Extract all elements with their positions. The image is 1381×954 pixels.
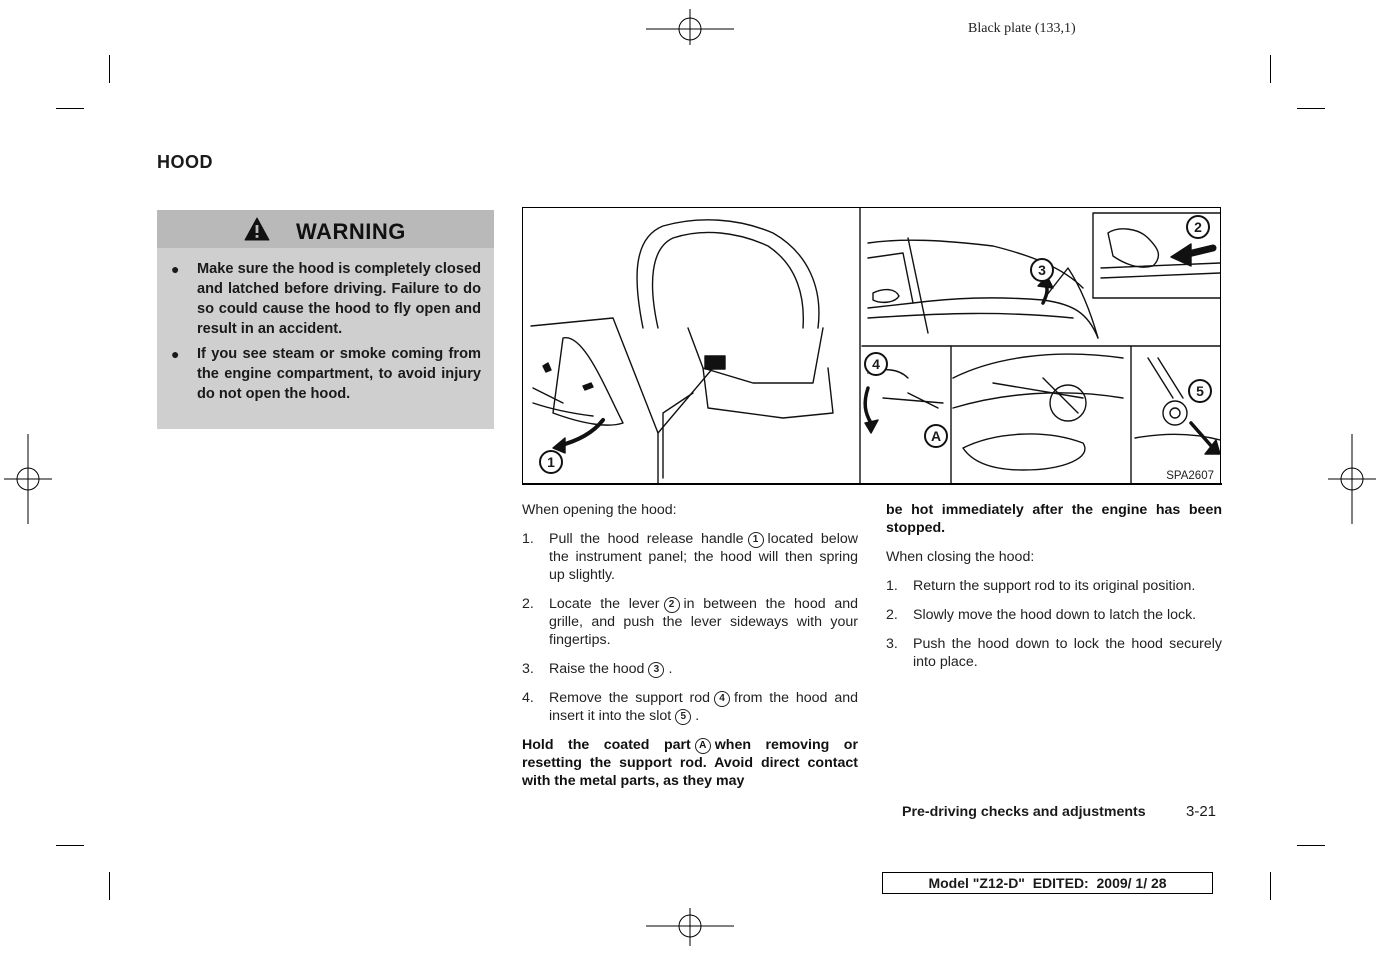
registration-mark-left [4, 434, 52, 524]
ref-badge: 3 [648, 662, 664, 678]
registration-mark-bottom [646, 908, 734, 948]
list-item: 1. Pull the hood release handle 1 located below the instrument panel; the hood will then spring up slightly. [522, 531, 858, 583]
caution-text: Hold the coated part A when removing or resetting the support rod. Avoid direct contact with the metal parts, as they may [522, 737, 858, 789]
warning-item: ● If you see steam or smoke coming from the engine compartment, to avoid injury do not open the hood. [171, 346, 481, 402]
registration-mark-top [646, 5, 734, 45]
ref-badge: 5 [675, 709, 691, 725]
section-title: HOOD [157, 152, 213, 172]
hood-diagram-drawing [523, 208, 1220, 484]
page-number: 3-21 [1186, 803, 1217, 820]
closing-instructions [886, 501, 1222, 682]
opening-steps [522, 530, 858, 725]
hood-illustration [522, 207, 1221, 485]
callout-a: A [924, 424, 948, 448]
model-edit-label: Model "Z12-D" EDITED: 2009/ 1/ 28 [882, 872, 1213, 894]
caution-continued: be hot immediately after the engine has been stopped. [886, 502, 1222, 536]
list-item: 2. Locate the lever 2 in between the hood and grille, and push the lever sideways with your fingertips. [522, 596, 858, 648]
list-item: 2. Slowly move the hood down to latch the lock. [886, 607, 1197, 623]
bullet-icon: ● [171, 346, 180, 362]
warning-header [157, 210, 494, 248]
list-item: 3. Raise the hood 3 . [522, 661, 673, 677]
opening-intro: When opening the hood: [522, 502, 677, 518]
ref-badge: 2 [664, 597, 680, 613]
warning-title: WARNING [296, 219, 406, 244]
ref-badge: 4 [714, 691, 730, 707]
figure-code: SPA2607 [1166, 470, 1214, 482]
warning-box [157, 210, 494, 429]
figure-bottom-rule [522, 483, 1222, 485]
bullet-icon: ● [171, 261, 180, 277]
warning-list [157, 259, 494, 409]
warning-triangle-icon [244, 217, 270, 241]
callout-1: 1 [539, 450, 563, 474]
list-item: 4. Remove the support rod 4 from the hood and insert it into the slot 5 . [522, 690, 858, 724]
registration-mark-right [1328, 434, 1376, 524]
ref-badge: A [695, 738, 711, 754]
ref-badge: 1 [748, 532, 764, 548]
plate-label: Black plate (133,1) [968, 21, 1076, 36]
closing-intro: When closing the hood: [886, 549, 1035, 565]
callout-5: 5 [1188, 379, 1212, 403]
callout-4: 4 [864, 352, 888, 376]
list-item: 3. Push the hood down to lock the hood securely into place. [886, 636, 1222, 670]
footer-section: Pre-driving checks and adjustments [902, 804, 1146, 820]
warning-item: ● Make sure the hood is completely closed and latched before driving. Failure to do so could cause the hood to fly open and result in an accident. [171, 261, 481, 337]
callout-3: 3 [1030, 258, 1054, 282]
closing-steps [886, 577, 1222, 671]
opening-instructions [522, 501, 858, 801]
list-item: 1. Return the support rod to its original position. [886, 578, 1196, 594]
callout-2: 2 [1186, 215, 1210, 239]
